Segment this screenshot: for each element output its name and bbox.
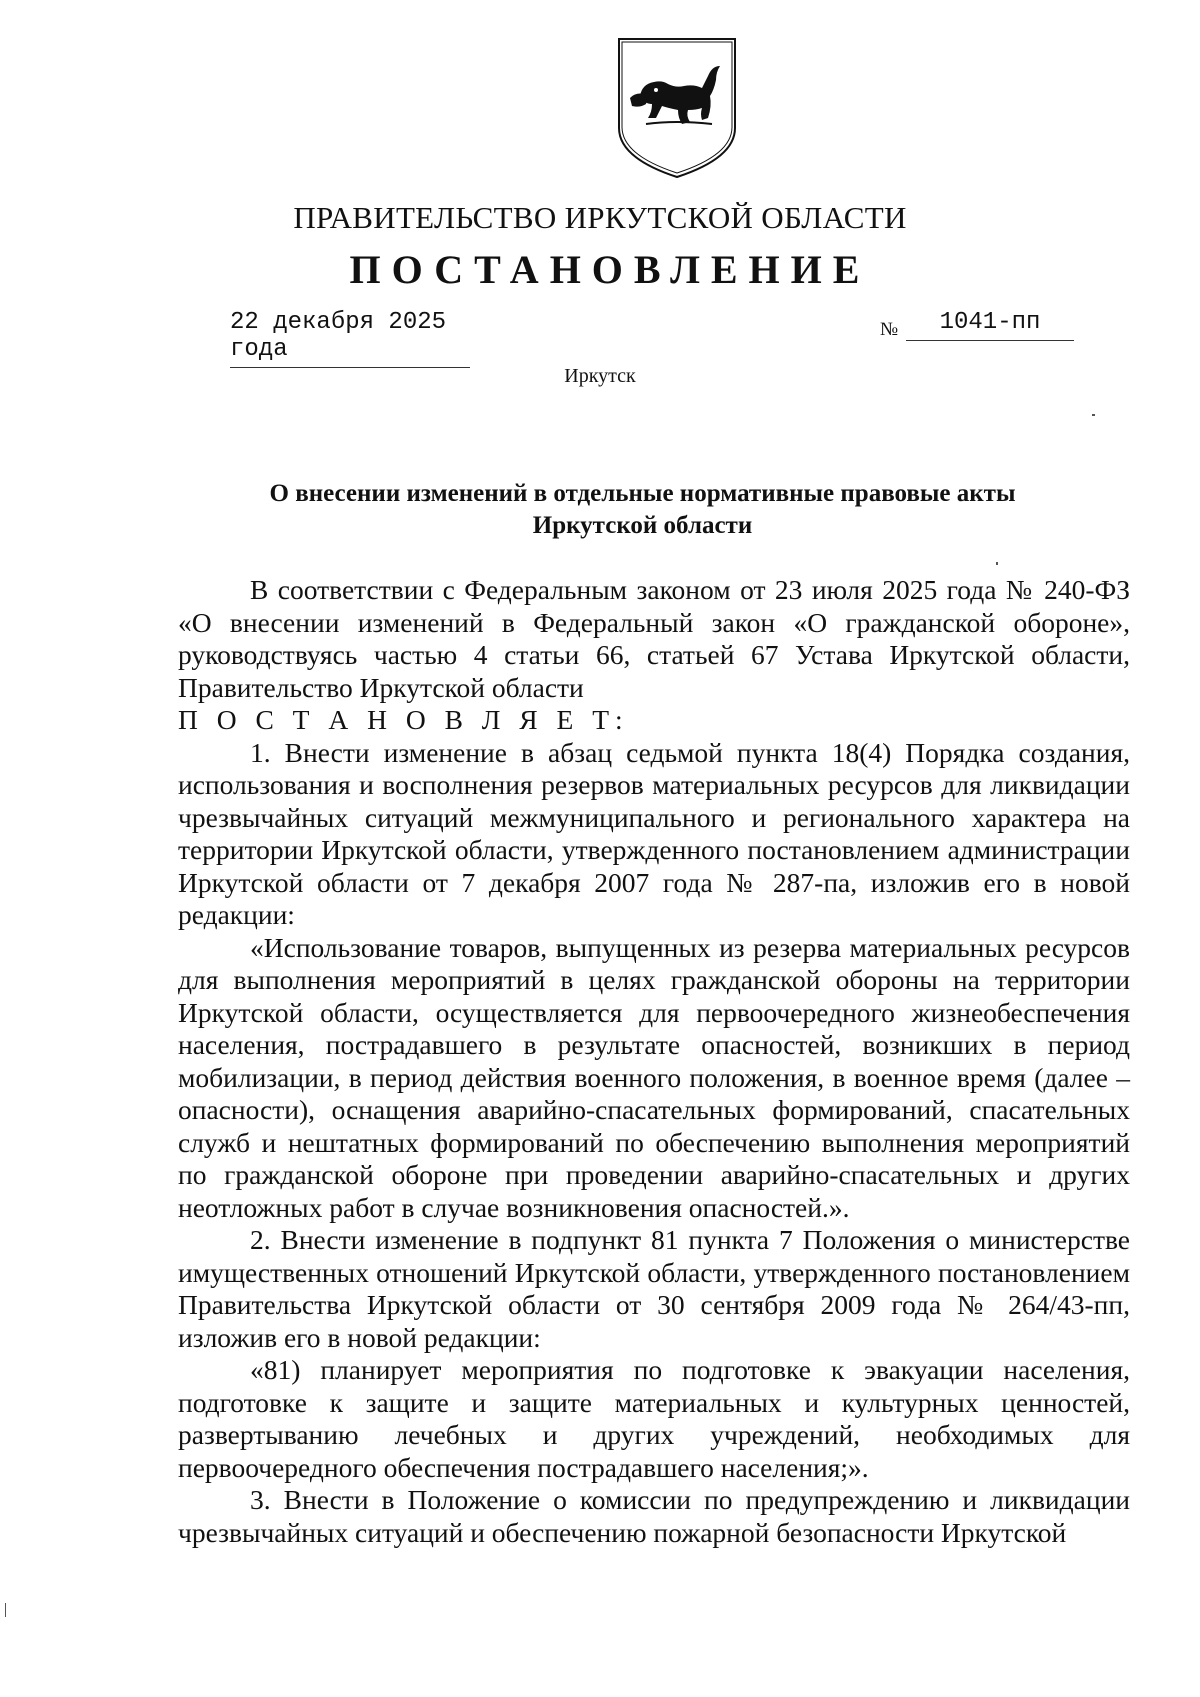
item-3-paragraph: 3. Внести в Положение о комиссии по предупреждению и ликвидации чрезвычайных ситуаций и обеспечению пожарной безопасности Иркутской	[178, 1484, 1130, 1548]
scan-speck	[996, 562, 998, 565]
item-2-paragraph: 2. Внести изменение в подпункт 81 пункта 7 Положения о министерстве имущественных отношений Иркутской области, утвержденного постановлением Правительства Иркутской области от 30 сентября 2009 года № 264/43-пп, изложив его в новой редакции:	[178, 1224, 1130, 1353]
decree-word: П О С Т А Н О В Л Я Е Т:	[178, 704, 629, 735]
city: Иркутск	[564, 365, 636, 387]
coat-of-arms-icon	[616, 36, 738, 182]
item-2-quote-paragraph: «81) планирует мероприятия по подготовке к эвакуации населения, подготовке к защите и защите материальных и культурных ценностей, развертыванию лечебных и других учреждений, необходимых для первоочередного обеспечения пострадавшего населения;».	[178, 1354, 1130, 1483]
title-line-2: Иркутской области	[532, 512, 753, 539]
document-title	[170, 478, 1115, 542]
scan-speck	[5, 1603, 6, 1617]
item-1-quote-paragraph: «Использование товаров, выпущенных из резерва материальных ресурсов для выполнения мероприятий в целях гражданской обороны на территории Иркутской области, осуществляется для первоочередного жизнеобеспечения населения, пострадавшего в результате опасностей, возникших в период мобилизации, в период действия военного положения, в военное время (далее – опасности), оснащения аварийно-спасательных формирований, спасательных служб и нештатных формирований по обеспечению выполнения мероприятий по гражданской обороне при проведении аварийно-спасательных и других неотложных работ в случае возникновения опасностей.».	[178, 931, 1130, 1223]
scan-speck	[1092, 414, 1095, 416]
document-body	[178, 574, 1130, 1549]
title-line-1: О внесении изменений в отдельные нормативные правовые акты	[269, 480, 1016, 507]
document-type-heading: ПОСТАНОВЛЕНИЕ	[349, 247, 871, 292]
document-number: 1041-пп	[906, 309, 1074, 341]
document-date: 22 декабря 2025 года	[230, 309, 470, 368]
preamble-paragraph: В соответствии с Федеральным законом от 23 июля 2025 года № 240-ФЗ «О внесении изменений в Федеральный закон «О гражданской обороне», руководствуясь частью 4 статьи 66, статьей 67 Устава Иркутской области, Правительство Иркутской области	[178, 574, 1130, 703]
item-1-paragraph: 1. Внести изменение в абзац седьмой пункта 18(4) Порядка создания, использования и восполнения резервов материальных ресурсов для ликвидации чрезвычайных ситуаций межмуниципального и регионального характера на территории Иркутской области, утвержденного постановлением администрации Иркутской области от 7 декабря 2007 года № 287-па, изложив его в новой редакции:	[178, 736, 1130, 930]
government-heading: ПРАВИТЕЛЬСТВО ИРКУТСКОЙ ОБЛАСТИ	[293, 200, 907, 235]
number-label: №	[880, 319, 899, 340]
